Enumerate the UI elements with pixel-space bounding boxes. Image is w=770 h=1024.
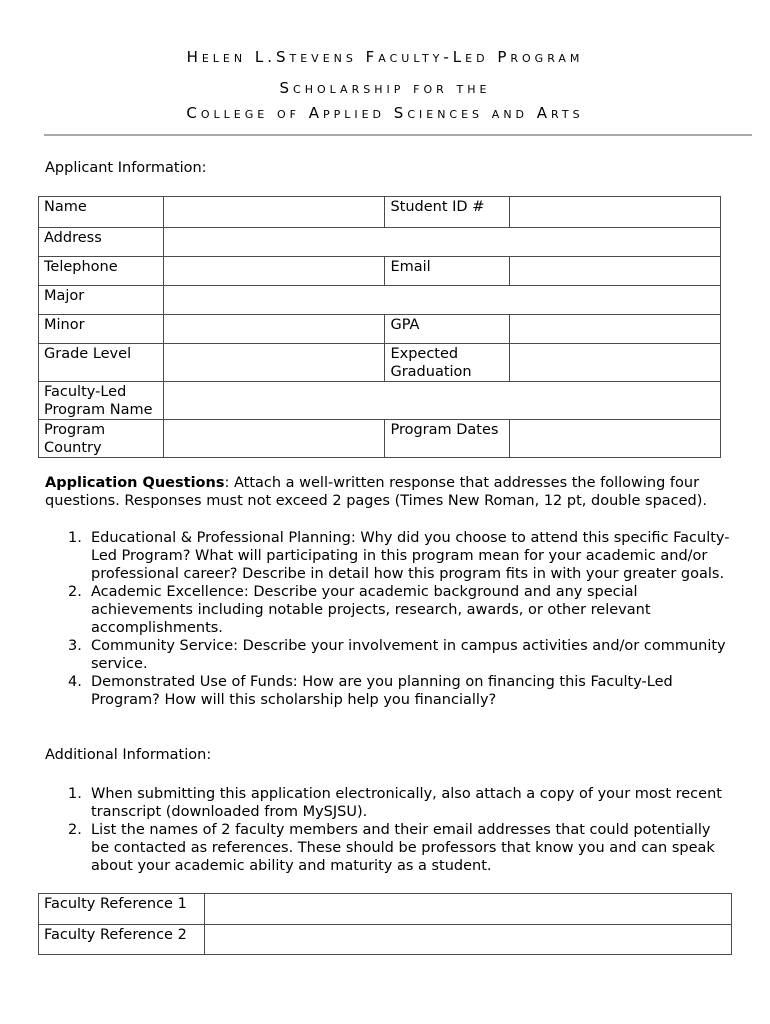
address-label: Address [39, 228, 164, 257]
faculty-reference-2-label: Faculty Reference 2 [39, 925, 205, 955]
expected-graduation-field[interactable] [510, 344, 721, 382]
additional-info-heading-text: Additional Information [45, 747, 207, 763]
questions-heading: Application Questions [45, 475, 225, 491]
applicant-info-heading [45, 160, 207, 176]
name-field[interactable] [163, 197, 385, 228]
list-item [45, 821, 730, 875]
title-line-2: Scholarship for the [279, 79, 491, 97]
program-name-label: Faculty-Led Program Name [39, 382, 164, 420]
list-item-text: Academic Excellence: Describe your academic background and any special achievements including notable projects, research, awards, or other relevant accomplishments. [91, 584, 651, 636]
program-country-label: Program Country [39, 420, 164, 458]
title-line-3: College of Applied Sciences and Arts [186, 104, 584, 122]
list-item [45, 785, 730, 821]
questions-intro [45, 474, 735, 510]
list-item-text: Demonstrated Use of Funds: How are you planning on financing this Faculty-Led Program? How will this scholarship help you financially? [91, 674, 673, 708]
faculty-reference-1-label: Faculty Reference 1 [39, 894, 205, 925]
list-item [45, 673, 730, 709]
additional-info-heading [45, 747, 211, 763]
list-item [45, 583, 730, 637]
gpa-field[interactable] [510, 315, 721, 344]
telephone-label: Telephone [39, 257, 164, 286]
minor-label: Minor [39, 315, 164, 344]
name-label: Name [39, 197, 164, 228]
gpa-label: GPA [385, 315, 510, 344]
program-dates-label: Program Dates [385, 420, 510, 458]
list-item-number: 1. [68, 530, 82, 546]
list-item-text: List the names of 2 faculty members and their email addresses that could potentially be contacted as references. These should be professors that know you and can speak about your academic ability and maturity as a student. [91, 822, 715, 874]
program-name-field[interactable] [163, 382, 720, 420]
program-country-field[interactable] [163, 420, 385, 458]
grade-level-label: Grade Level [39, 344, 164, 382]
applicant-info-heading-text: Applicant Information [45, 160, 202, 176]
applicant-info-colon: : [201, 160, 207, 176]
list-item [45, 637, 730, 673]
header-divider [44, 134, 752, 136]
list-item-text: When submitting this application electronically, also attach a copy of your most recent transcript (downloaded from MySJSU). [91, 786, 722, 820]
faculty-reference-2-field[interactable] [204, 925, 731, 955]
grade-level-field[interactable] [163, 344, 385, 382]
list-item-number: 1. [68, 786, 82, 802]
student-id-label: Student ID # [385, 197, 510, 228]
list-item [45, 529, 730, 583]
list-item-number: 2. [68, 822, 82, 838]
questions-list [45, 529, 730, 709]
faculty-references-table [38, 893, 732, 955]
list-item-number: 4. [68, 674, 82, 690]
telephone-field[interactable] [163, 257, 385, 286]
list-item-text: Community Service: Describe your involvement in campus activities and/or community service. [91, 638, 726, 672]
email-field[interactable] [510, 257, 721, 286]
email-label: Email [385, 257, 510, 286]
title-line-1: Helen L.Stevens Faculty-Led Program [186, 48, 584, 66]
list-item-text: Educational & Professional Planning: Why did you choose to attend this specific Faculty-Led Program? What will participating in this program mean for your academic and/or professional career? Describe in detail how this program fits in with your greater goals. [91, 530, 730, 582]
additional-info-colon: : [206, 747, 212, 763]
major-field[interactable] [163, 286, 720, 315]
list-item-number: 2. [68, 584, 82, 600]
expected-graduation-label: Expected Graduation [385, 344, 510, 382]
applicant-info-table [38, 196, 721, 458]
address-field[interactable] [163, 228, 720, 257]
major-label: Major [39, 286, 164, 315]
faculty-reference-1-field[interactable] [204, 894, 731, 925]
list-item-number: 3. [68, 638, 82, 654]
minor-field[interactable] [163, 315, 385, 344]
questions-intro-text: : Attach a well-written response that addresses the following four questions. Responses must not exceed 2 pages (Times New Roman, 12 pt, double spaced). [45, 475, 708, 509]
student-id-field[interactable] [510, 197, 721, 228]
additional-list [45, 785, 730, 875]
program-dates-field[interactable] [510, 420, 721, 458]
